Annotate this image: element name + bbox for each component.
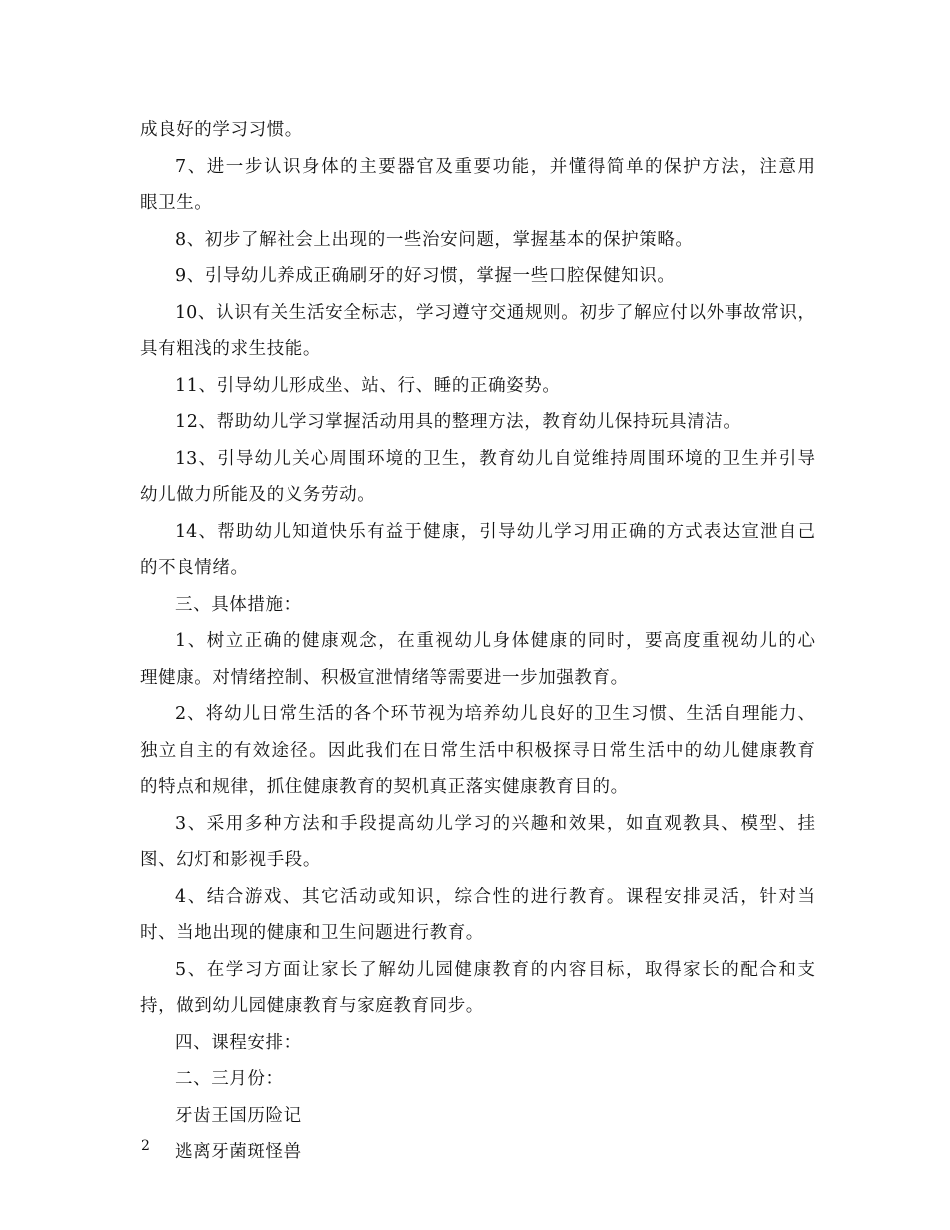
- text-line: 的特点和规律，抓住健康教育的契机真正落实健康教育目的。: [140, 777, 629, 797]
- text-line: 三、具体措施：: [175, 594, 302, 615]
- text-line: 7、进一步认识身体的主要器官及重要功能，并懂得简单的保护方法，注意用: [175, 156, 815, 177]
- text-line: 牙齿王国历险记: [175, 1105, 302, 1126]
- text-line: 14、帮助幼儿知道快乐有益于健康，引导幼儿学习用正确的方式表达宣泄自己: [175, 521, 815, 542]
- text-line: 9、引导幼儿养成正确刷牙的好习惯，掌握一些口腔保健知识。: [175, 266, 676, 286]
- text-line: 持，做到幼儿园健康教育与家庭教育同步。: [140, 996, 484, 1016]
- text-line: 具有粗浅的求生技能。: [140, 339, 321, 359]
- text-line: 8、初步了解社会上出现的一些治安问题，掌握基本的保护策略。: [175, 229, 694, 250]
- document-body: [140, 112, 815, 1171]
- text-line: 逃离牙菌斑怪兽: [175, 1142, 302, 1162]
- text-line: 1、树立正确的健康观念，在重视幼儿身体健康的同时，要高度重视幼儿的心: [175, 631, 815, 651]
- text-line: 的不良情绪。: [140, 558, 249, 578]
- text-line: 3、采用多种方法和手段提高幼儿学习的兴趣和效果，如直观教具、模型、挂: [175, 813, 815, 834]
- text-line: 4、结合游戏、其它活动或知识，综合性的进行教育。课程安排灵活，针对当: [175, 886, 815, 907]
- text-line: 成良好的学习习惯。: [140, 120, 303, 140]
- text-line: 眼卫生。: [140, 193, 213, 213]
- text-line: 10、认识有关生活安全标志，学习遵守交通规则。初步了解应付以外事故常识，: [175, 302, 815, 323]
- page-number: 2: [141, 1138, 150, 1154]
- text-line: 图、幻灯和影视手段。: [140, 850, 321, 870]
- text-line: 11、引导幼儿形成坐、站、行、睡的正确姿势。: [175, 375, 561, 396]
- text-line: 2、将幼儿日常生活的各个环节视为培养幼儿良好的卫生习惯、生活自理能力、: [175, 704, 815, 724]
- text-line: 5、在学习方面让家长了解幼儿园健康教育的内容目标，取得家长的配合和支: [175, 959, 815, 980]
- text-line: 13、引导幼儿关心周围环境的卫生，教育幼儿自觉维持周围环境的卫生并引导: [175, 448, 815, 469]
- text-line: 二、三月份：: [175, 1069, 284, 1089]
- text-line: 独立自主的有效途径。因此我们在日常生活中积极探寻日常生活中的幼儿健康教育: [140, 740, 815, 761]
- text-line: 幼儿做力所能及的义务劳动。: [140, 485, 376, 505]
- text-line: 理健康。对情绪控制、积极宣泄情绪等需要进一步加强教育。: [140, 667, 629, 688]
- text-line: 12、帮助幼儿学习掌握活动用具的整理方法，教育幼儿保持玩具清洁。: [175, 412, 742, 432]
- text-line: 四、课程安排：: [175, 1032, 302, 1053]
- text-line: 时、当地出现的健康和卫生问题进行教育。: [140, 923, 484, 943]
